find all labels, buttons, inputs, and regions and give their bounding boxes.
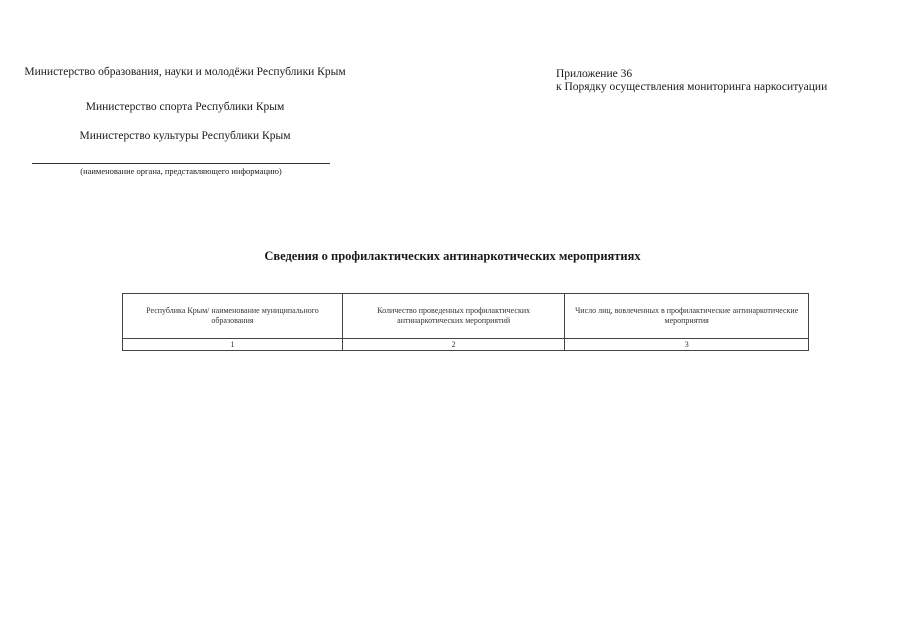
ministry-sport: Министерство спорта Республики Крым <box>85 101 285 113</box>
header-events-count: Количество проведенных профилактических антинаркотических мероприятий <box>342 294 564 339</box>
appendix-block <box>556 68 896 94</box>
table-row <box>123 339 809 351</box>
ministry-education: Министерство образования, науки и молодёжи Республики Крым <box>24 66 346 78</box>
column-number-3: 3 <box>565 339 809 351</box>
column-number-1: 1 <box>123 339 343 351</box>
appendix-number: Приложение 36 <box>556 68 633 80</box>
ministries-block <box>20 66 350 143</box>
appendix-reference: к Порядку осуществления мониторинга наркоситуации <box>556 81 828 93</box>
report-table <box>122 293 809 351</box>
table-header-row <box>123 294 809 339</box>
organization-caption: (наименование органа, представляющего информацию) <box>80 166 282 176</box>
header-participants-count: Число лиц, вовлеченных в профилактические антинаркотические мероприятия <box>565 294 809 339</box>
ministry-culture: Министерство культуры Республики Крым <box>79 130 291 142</box>
document-title: Сведения о профилактических антинаркотических мероприятиях <box>264 249 641 263</box>
header-region: Республика Крым/ наименование муниципального образования <box>123 294 343 339</box>
organization-signature-line <box>32 163 330 164</box>
column-number-2: 2 <box>342 339 564 351</box>
